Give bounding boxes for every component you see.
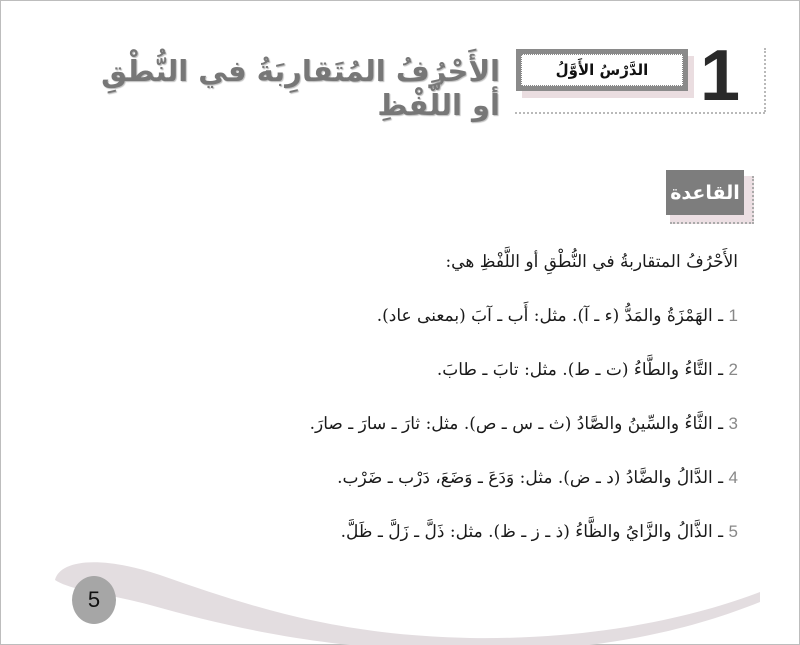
lesson-label-box [516, 49, 688, 91]
list-item [337, 468, 738, 488]
dotted-divider [764, 48, 766, 112]
list-item [377, 306, 738, 326]
lesson-number: 1 [700, 36, 741, 116]
item-number: 5 [728, 522, 738, 541]
item-text: ـ الهَمْزَةُ والمَدُّ (ء ـ آ). مثل: أَب ـ آبَ (بمعنى عاد). [376, 306, 724, 326]
lesson-label: الدَّرْسُ الأَوَّلُ [521, 54, 683, 86]
rule-intro: الأَحْرُفُ المتقاربةُ في النُّطْقِ أو اللَّفْظِ هي: [445, 252, 738, 272]
rule-heading: القاعدة [666, 170, 744, 215]
item-number: 2 [728, 360, 738, 379]
item-text: ـ الدَّالُ والضَّادُ (د ـ ض). مثل: وَدَعَ ـ وَضَعَ، دَرْب ـ ضَرْب. [337, 468, 724, 488]
item-number: 1 [728, 306, 738, 325]
item-number: 3 [728, 414, 738, 433]
list-item [341, 522, 738, 542]
list-item [310, 414, 738, 434]
list-item [437, 360, 738, 380]
item-text: ـ الثَّاءُ والسِّينُ والصَّادُ (ث ـ س ـ ص). مثل: ثارَ ـ سارَ ـ صارَ. [309, 414, 724, 434]
page-title: الأَحْرُفُ المُتَقارِبَةُ في النُّطْقِ أو اللَّفْظِ [101, 54, 500, 122]
item-number: 4 [728, 468, 738, 487]
page-number: 5 [72, 576, 116, 624]
decorative-swoosh [0, 540, 800, 645]
item-text: ـ الذَّالُ والزَّايُ والظَّاءُ (ذ ـ ز ـ ظ). مثل: ذَلَّ ـ زَلَّ ـ ظَلَّ. [340, 522, 724, 542]
item-text: ـ التَّاءُ والطَّاءُ (ت ـ ط). مثل: تابَ ـ طابَ. [436, 360, 724, 380]
